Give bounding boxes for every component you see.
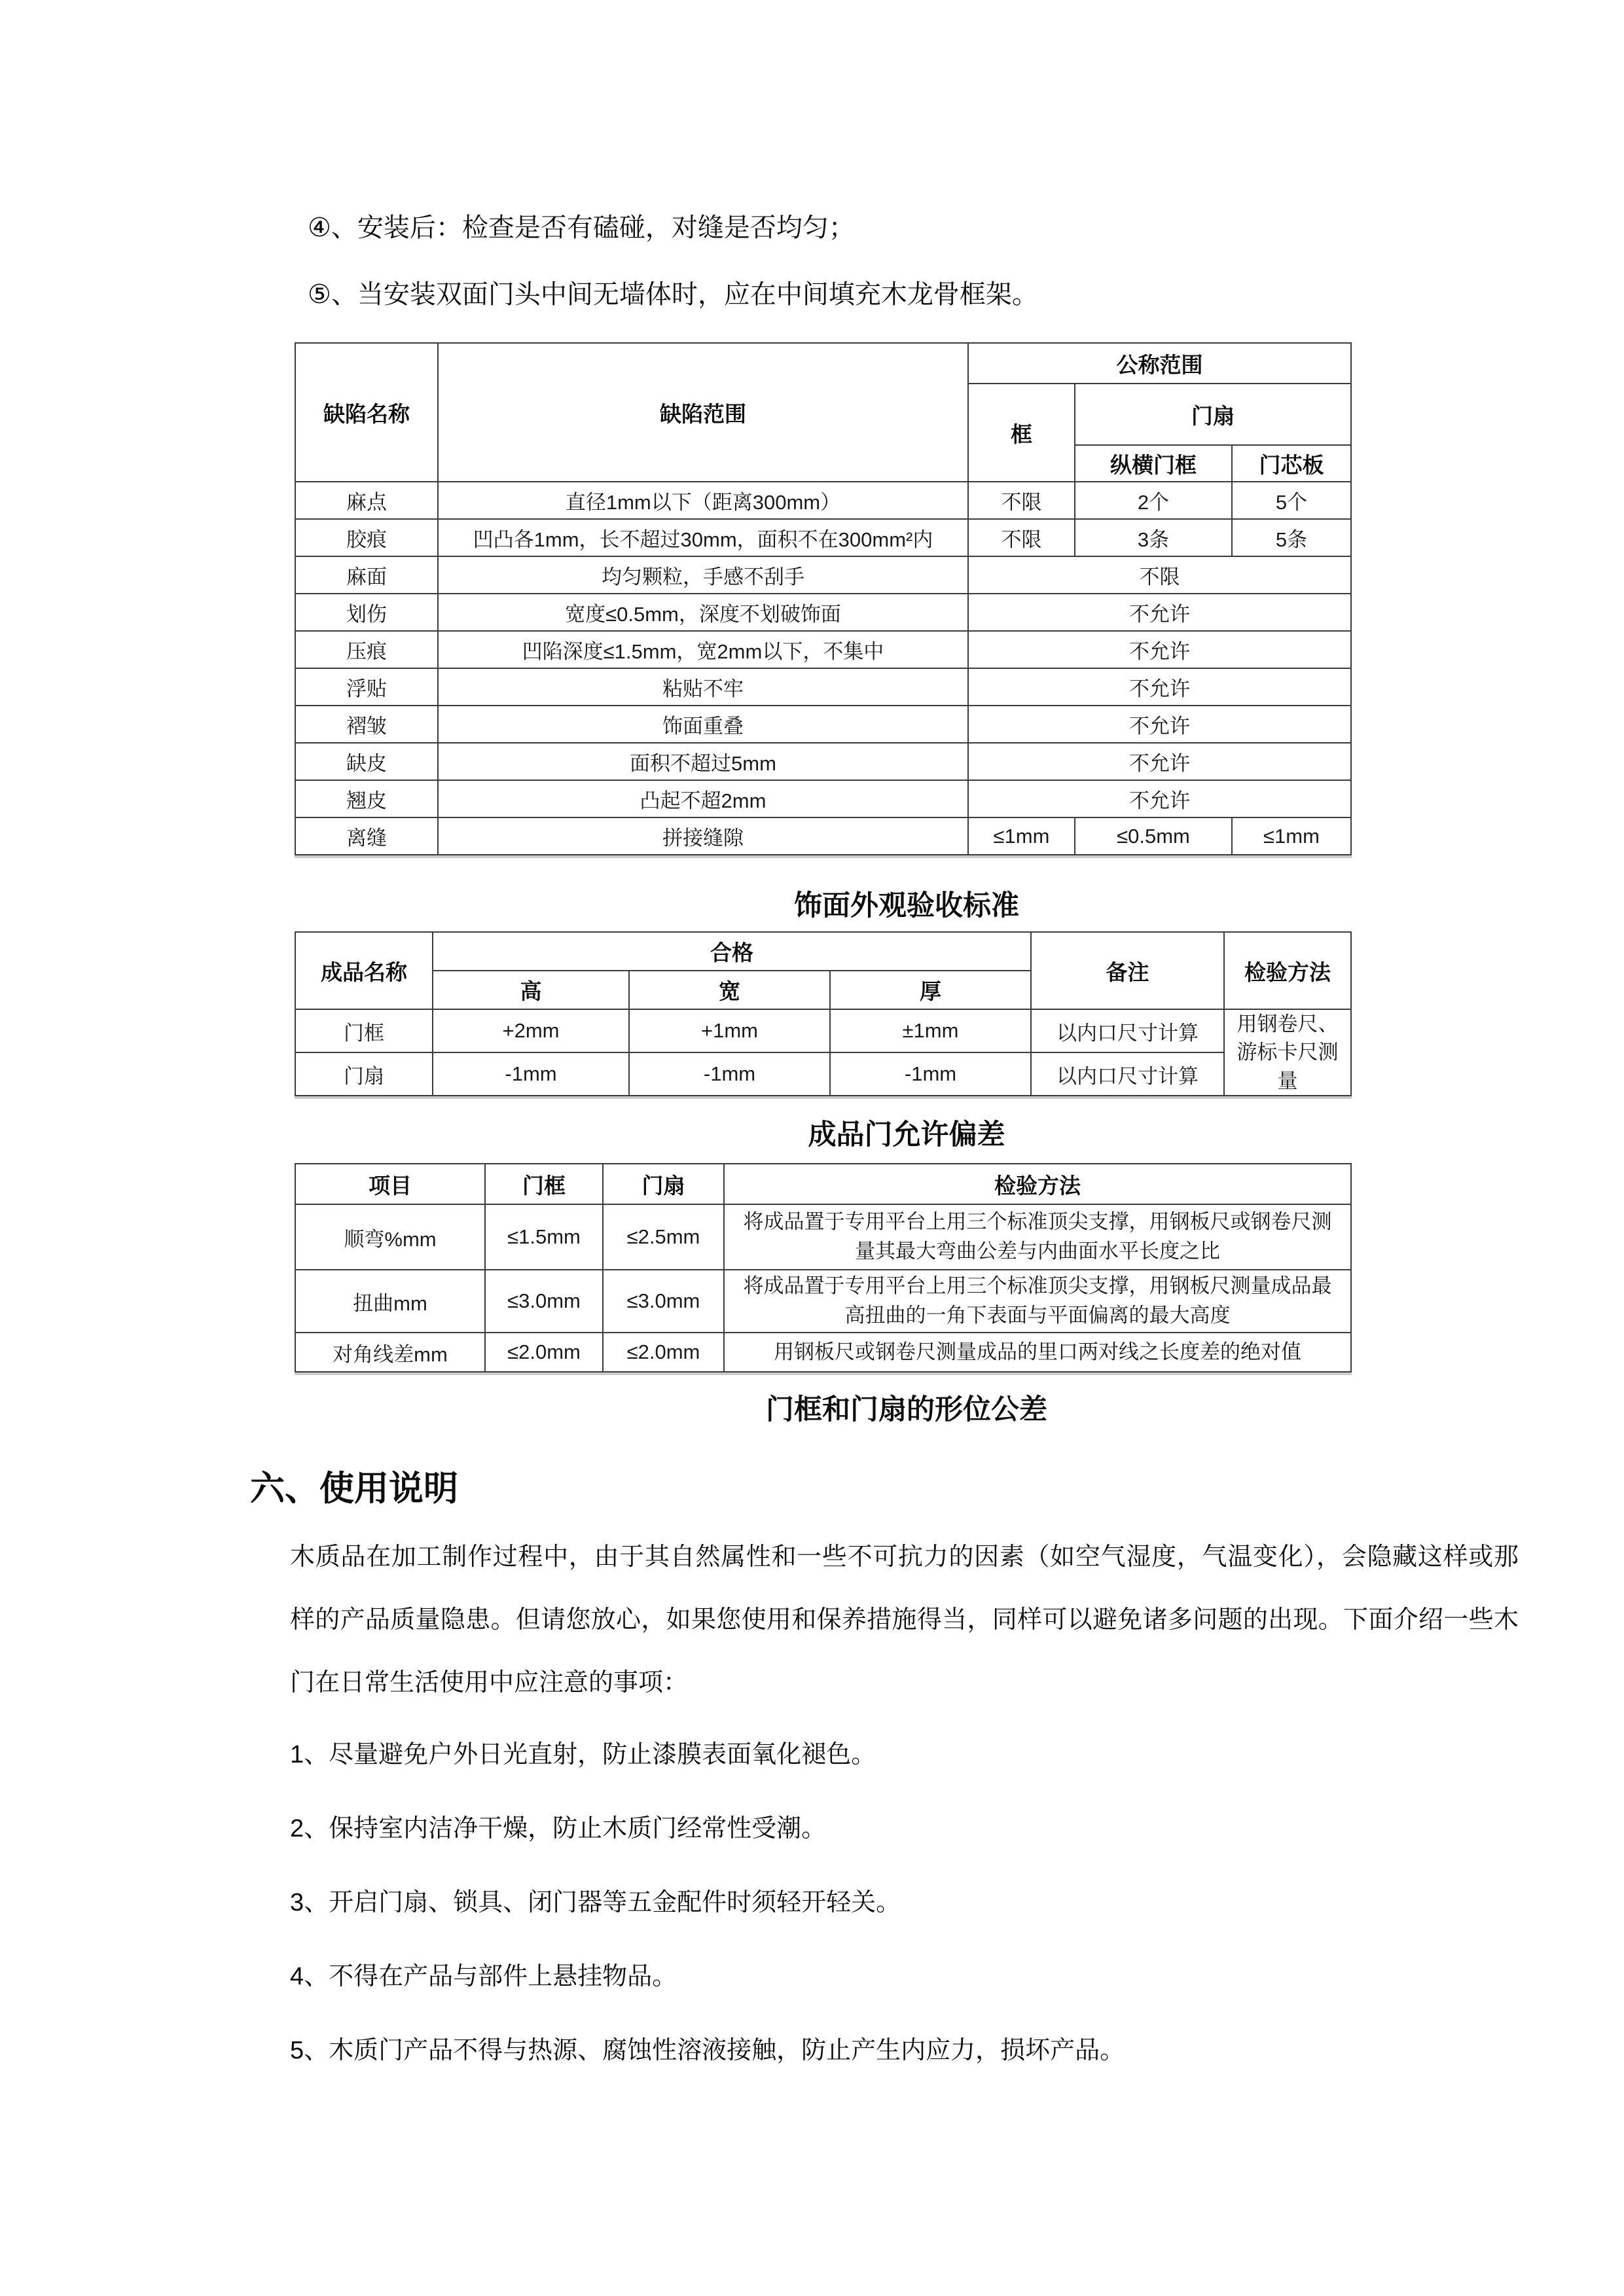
height-value: +2mm [433, 1009, 629, 1052]
remark-value: 以内口尺寸计算 [1031, 1009, 1224, 1052]
width-value: +1mm [629, 1009, 830, 1052]
defect-range: 凹陷深度≤1.5mm，宽2mm以下，不集中 [438, 631, 968, 668]
table-row [295, 780, 1351, 817]
col-header-defect-name: 缺陷名称 [295, 343, 438, 482]
defect-range: 均匀颗粒，手感不刮手 [438, 556, 968, 594]
list-item: 1、尽量避免户外日光直射，防止漆膜表面氧化褪色。 [290, 1741, 876, 1768]
table-row [295, 668, 1351, 706]
col-header-method: 检验方法 [1224, 932, 1351, 1009]
col-header-item: 项目 [295, 1164, 485, 1204]
col-header-frame: 框 [968, 384, 1075, 482]
defect-range: 凹凸各1mm，长不超过30mm，面积不在300mm²内 [438, 519, 968, 556]
table-row [295, 817, 1351, 855]
list-item: 5、木质门产品不得与热源、腐蚀性溶液接触，防止产生内应力，损坏产品。 [290, 2037, 1125, 2064]
table-row [295, 1270, 1351, 1333]
method-value: 用钢板尺或钢卷尺测量成品的里口两对线之长度差的绝对值 [724, 1333, 1351, 1372]
merged-value: 不允许 [968, 743, 1351, 780]
item-name: 对角线差mm [295, 1333, 485, 1372]
merged-value: 不允许 [968, 706, 1351, 743]
defect-name: 划伤 [295, 594, 438, 631]
table-row [295, 1009, 1351, 1052]
merged-value: 不限 [968, 556, 1351, 594]
defect-range: 凸起不超2mm [438, 780, 968, 817]
defect-name: 麻点 [295, 482, 438, 519]
defect-name: 离缝 [295, 817, 438, 855]
col-header-core-board: 门芯板 [1232, 445, 1351, 482]
table-row [295, 1204, 1351, 1270]
defect-name: 麻面 [295, 556, 438, 594]
list-item: 2、保持室内洁净干燥，防止木质门经常性受潮。 [290, 1815, 827, 1842]
table-row [295, 1052, 1351, 1096]
merged-value: 不允许 [968, 780, 1351, 817]
section-title-usage: 六、使用说明 [250, 1469, 458, 1508]
table-row [295, 743, 1351, 780]
geometry-table [295, 1163, 1352, 1372]
core-board-value: 5个 [1232, 482, 1351, 519]
list-item: 3、开启门扇、锁具、闭门器等五金配件时须轻开轻关。 [290, 1889, 901, 1916]
usage-list [290, 1718, 1534, 2088]
tolerance-header-row-1 [295, 932, 1351, 971]
col-header-width: 宽 [629, 971, 830, 1009]
frame-value: ≤3.0mm [485, 1270, 603, 1333]
core-board-value: 5条 [1232, 519, 1351, 556]
defect-name: 翘皮 [295, 780, 438, 817]
col-header-frame: 门框 [485, 1164, 603, 1204]
leaf-value: ≤3.0mm [603, 1270, 724, 1333]
height-value: -1mm [433, 1052, 629, 1096]
tolerance-table [295, 931, 1352, 1096]
usage-paragraph: 木质品在加工制作过程中，由于其自然属性和一些不可抗力的因素（如空气湿度，气温变化），会隐藏这样或那样的产品质量隐患。但请您放心，如果您使用和保养措施得当，同样可以避免诸多问题的出现。下面介绍一些木门在日常生活使用中应注意的事项： [290, 1543, 1519, 1696]
col-header-nominal-range: 公称范围 [968, 343, 1351, 384]
install-step-4: ④、安装后：检查是否有磕碰，对缝是否均匀； [308, 213, 855, 242]
thickness-value: ±1mm [830, 1009, 1031, 1052]
defect-name: 褶皱 [295, 706, 438, 743]
product-name: 门框 [295, 1009, 433, 1052]
defect-name: 缺皮 [295, 743, 438, 780]
thickness-value: -1mm [830, 1052, 1031, 1096]
col-header-defect-range: 缺陷范围 [438, 343, 968, 482]
remark-value: 以内口尺寸计算 [1031, 1052, 1224, 1096]
core-board-value: ≤1mm [1232, 817, 1351, 855]
col-header-door-leaf: 门扇 [1075, 384, 1351, 445]
table-row [295, 631, 1351, 668]
table-caption-finish-standard: 饰面外观验收标准 [794, 890, 1019, 922]
leaf-value: ≤2.5mm [603, 1204, 724, 1270]
table-caption-geometry-tolerance: 门框和门扇的形位公差 [766, 1394, 1047, 1426]
col-header-qualified: 合格 [433, 932, 1031, 971]
method-value: 将成品置于专用平台上用三个标准顶尖支撑，用钢板尺测量成品最高扭曲的一角下表面与平面偏离的最大高度 [724, 1270, 1351, 1333]
install-step-5: ⑤、当安装双面门头中间无墙体时，应在中间填充木龙骨框架。 [308, 280, 1038, 309]
leaf-frame-value: 3条 [1075, 519, 1232, 556]
col-header-method: 检验方法 [724, 1164, 1351, 1204]
list-item: 4、不得在产品与部件上悬挂物品。 [290, 1963, 677, 1990]
leaf-value: ≤2.0mm [603, 1333, 724, 1372]
merged-value: 不允许 [968, 594, 1351, 631]
defect-range: 粘贴不牢 [438, 668, 968, 706]
frame-value: ≤1mm [968, 817, 1075, 855]
frame-value: 不限 [968, 482, 1075, 519]
defect-name: 浮贴 [295, 668, 438, 706]
merged-value: 不允许 [968, 668, 1351, 706]
frame-value: 不限 [968, 519, 1075, 556]
defect-range: 面积不超过5mm [438, 743, 968, 780]
table-row [295, 556, 1351, 594]
table-row [295, 1333, 1351, 1372]
defect-range: 宽度≤0.5mm，深度不划破饰面 [438, 594, 968, 631]
defect-range: 拼接缝隙 [438, 817, 968, 855]
col-header-height: 高 [433, 971, 629, 1009]
method-value: 用钢卷尺、游标卡尺测量 [1224, 1009, 1351, 1096]
defect-name: 压痕 [295, 631, 438, 668]
defects-table [295, 342, 1352, 855]
defect-name: 胶痕 [295, 519, 438, 556]
table-row [295, 706, 1351, 743]
col-header-product-name: 成品名称 [295, 932, 433, 1009]
table-row [295, 482, 1351, 519]
table-caption-door-deviation: 成品门允许偏差 [808, 1119, 1005, 1151]
col-header-leaf: 门扇 [603, 1164, 724, 1204]
merged-value: 不允许 [968, 631, 1351, 668]
frame-value: ≤2.0mm [485, 1333, 603, 1372]
leaf-frame-value: 2个 [1075, 482, 1232, 519]
width-value: -1mm [629, 1052, 830, 1096]
method-value: 将成品置于专用平台上用三个标准顶尖支撑，用钢板尺或钢卷尺测量其最大弯曲公差与内曲面水平长度之比 [724, 1204, 1351, 1270]
frame-value: ≤1.5mm [485, 1204, 603, 1270]
table-row [295, 594, 1351, 631]
item-name: 扭曲mm [295, 1270, 485, 1333]
defect-range: 直径1mm以下（距离300mm） [438, 482, 968, 519]
geometry-header-row [295, 1164, 1351, 1204]
col-header-thickness: 厚 [830, 971, 1031, 1009]
product-name: 门扇 [295, 1052, 433, 1096]
defects-header-row-1 [295, 343, 1351, 384]
leaf-frame-value: ≤0.5mm [1075, 817, 1232, 855]
col-header-leaf-frame: 纵横门框 [1075, 445, 1232, 482]
table-row [295, 519, 1351, 556]
col-header-remark: 备注 [1031, 932, 1224, 1009]
defect-range: 饰面重叠 [438, 706, 968, 743]
item-name: 顺弯%mm [295, 1204, 485, 1270]
